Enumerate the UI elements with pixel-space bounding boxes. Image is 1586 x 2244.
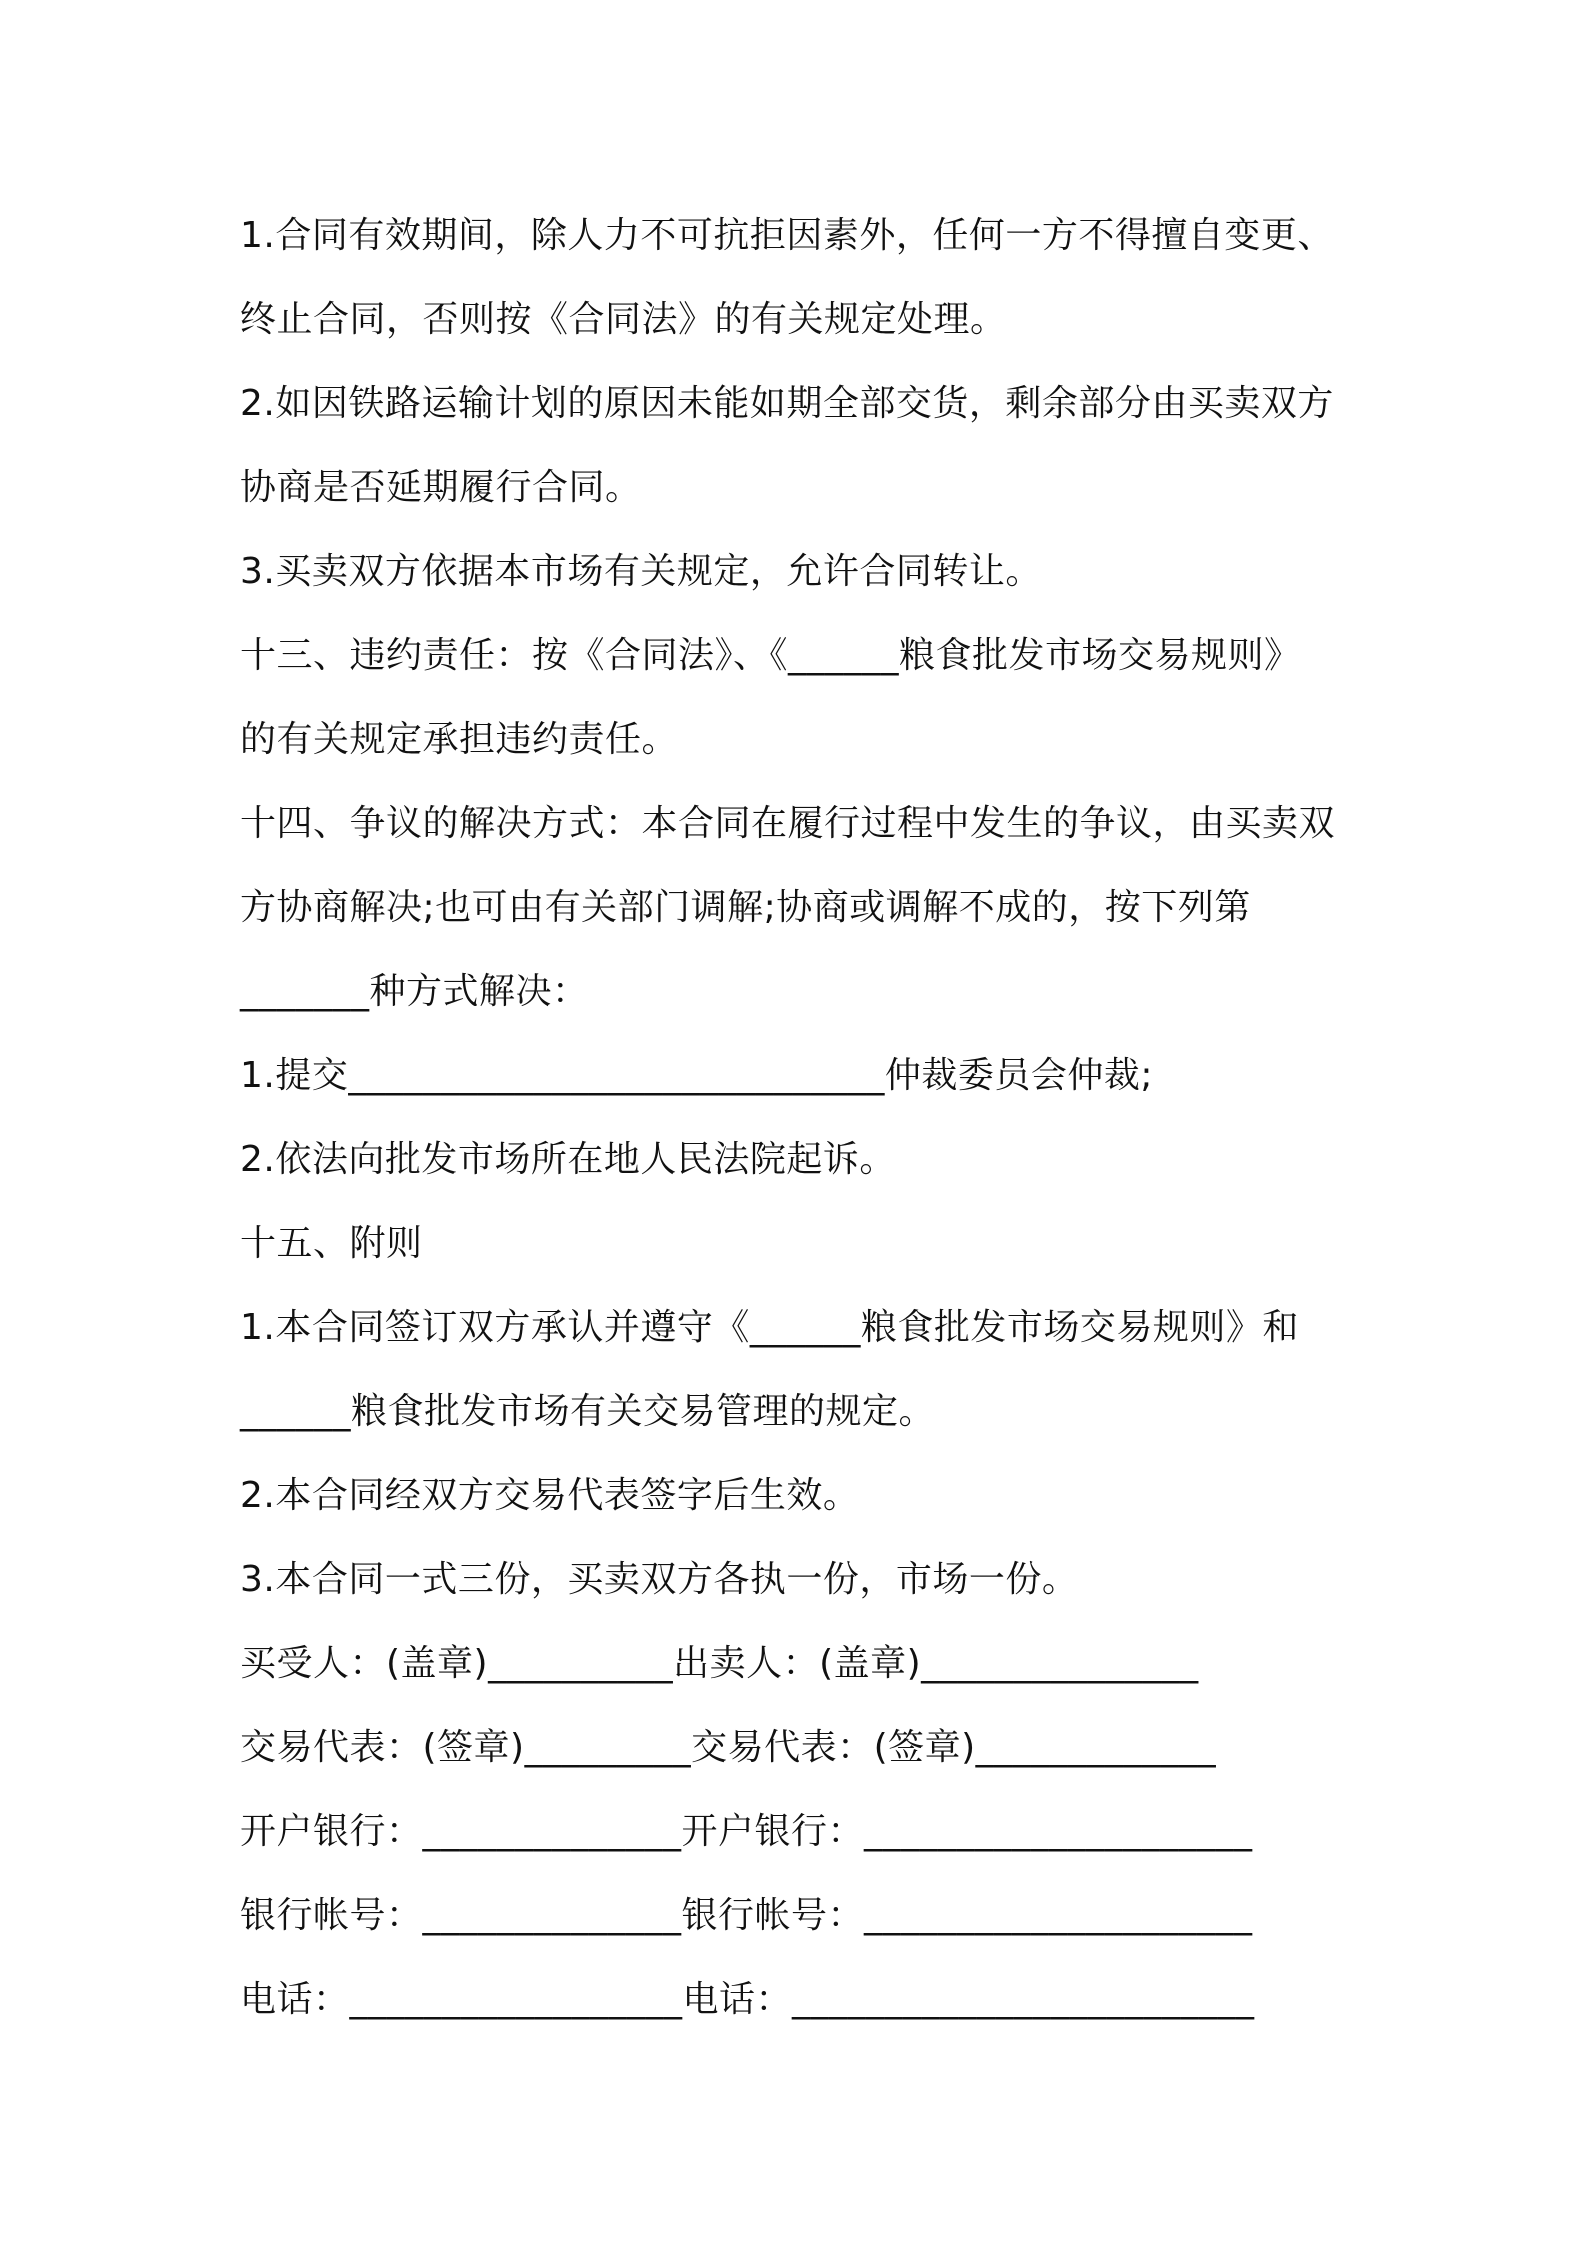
clause-12-item-2-line-2: 协商是否延期履行合同。	[240, 467, 642, 508]
phone-row: 电话：__________________电话：_________________________	[240, 1979, 1255, 2020]
clause-12-item-3: 3.买卖双方依据本市场有关规定，允许合同转让。	[240, 551, 1042, 592]
clause-15-item-1-line-1: 1.本合同签订双方承认并遵守《______粮食批发市场交易规则》和	[240, 1307, 1299, 1348]
clause-15-item-1-line-2: ______粮食批发市场有关交易管理的规定。	[240, 1391, 936, 1432]
clause-15-item-3: 3.本合同一式三份，买卖双方各执一份，市场一份。	[240, 1559, 1079, 1600]
clause-15-item-2: 2.本合同经双方交易代表签字后生效。	[240, 1475, 860, 1516]
clause-13-line-1: 十三、违约责任：按《合同法》、《______粮食批发市场交易规则》	[240, 635, 1301, 676]
bank-row: 开户银行：______________开户银行：_____________________	[240, 1811, 1253, 1852]
signature-representative-row: 交易代表：(签章)_________交易代表：(签章)_____________	[240, 1727, 1217, 1768]
signature-seal-row: 买受人：(盖章)__________出卖人：(盖章)_______________	[240, 1643, 1199, 1684]
clause-14-line-2: 方协商解决;也可由有关部门调解;协商或调解不成的，按下列第	[240, 887, 1251, 928]
clause-14-line-3: _______种方式解决：	[240, 971, 589, 1012]
clause-12-item-2-line-1: 2.如因铁路运输计划的原因未能如期全部交货，剩余部分由买卖双方	[240, 383, 1334, 424]
clause-15-heading: 十五、附则	[240, 1223, 423, 1264]
clause-13-line-2: 的有关规定承担违约责任。	[240, 719, 679, 760]
clause-12-item-1-line-1: 1.合同有效期间，除人力不可抗拒因素外，任何一方不得擅自变更、	[240, 215, 1334, 256]
clause-14-item-1: 1.提交_____________________________仲裁委员会仲裁;	[240, 1055, 1153, 1096]
clause-14-item-2: 2.依法向批发市场所在地人民法院起诉。	[240, 1139, 896, 1180]
clause-12-item-1-line-2: 终止合同，否则按《合同法》的有关规定处理。	[240, 299, 1007, 340]
account-number-row: 银行帐号：______________银行帐号：_____________________	[240, 1895, 1253, 1936]
clause-14-line-1: 十四、争议的解决方式：本合同在履行过程中发生的争议，由买卖双	[240, 803, 1336, 844]
